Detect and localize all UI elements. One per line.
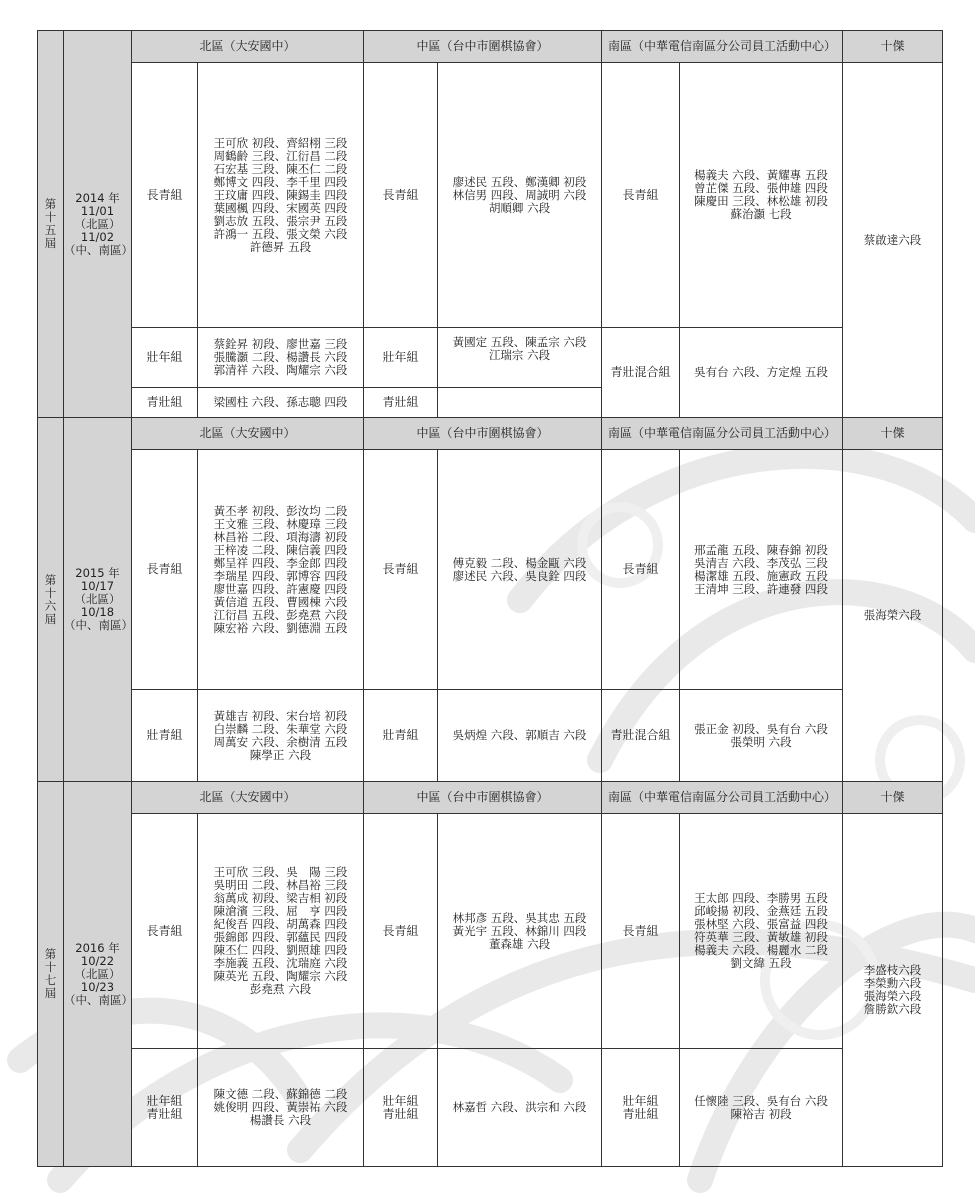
ten-jie-results-table xyxy=(37,30,943,1167)
south-header: 南區（中華電信南區分公司員工活動中心） xyxy=(602,418,843,450)
ten-jie-header: 十傑 xyxy=(843,782,943,814)
south-players: 王太郎 四段、李勝男 五段 邱峻揚 初段、金燕廷 五段 張林堅 六段、張富益 四段 符英華 三段、黃敏雄 初段 楊義夫 六段、楊麗水 二段 劉文緯 五段 xyxy=(680,814,843,1049)
north-players: 王可欣 初段、齊紹栩 三段 周鶴齡 三段、江衍昌 二段 石宏基 三段、陳丕仁 二段 鄭博文 四段、李千里 四段 王玟庸 四段、陳錫圭 四段 葉國楓 四段、宋國英 四段 劉志放 五段、張宗尹 五段 許鴻一 五段、張文榮 六段 許德昇 五段 xyxy=(198,63,364,328)
session-date: 2014 年 11/01 （北區） 11/02 （中、南區） xyxy=(64,31,132,418)
south-header: 南區（中華電信南區分公司員工活動中心） xyxy=(602,31,843,63)
ten-jie-winners: 蔡啟達六段 xyxy=(843,63,943,418)
ten-jie-winners: 李盛枝六段 李榮勳六段 張海榮六段 詹勝欽六段 xyxy=(843,814,943,1167)
north-players: 陳文德 二段、蘇錦德 二段 姚俊明 四段、黃崇祐 六段 楊讚長 六段 xyxy=(198,1049,364,1167)
south-players: 張正金 初段、吳有台 六段 張榮明 六段 xyxy=(680,690,843,782)
central-players: 吳炳煌 六段、郭順吉 六段 xyxy=(438,690,602,782)
ten-jie-header: 十傑 xyxy=(843,31,943,63)
south-players: 任懷陸 三段、吳有台 六段 陳裕吉 初段 xyxy=(680,1049,843,1167)
north-category: 壯年組 青壯組 xyxy=(132,1049,198,1167)
north-header: 北區（大安國中） xyxy=(132,418,364,450)
central-players: 傅克毅 二段、楊金甌 六段 廖述民 六段、吳良銓 四段 xyxy=(438,450,602,690)
central-header: 中區（台中市圍棋協會） xyxy=(364,418,602,450)
south-players: 吳有台 六段、方定煌 五段 xyxy=(680,328,843,418)
north-category: 壯青組 xyxy=(132,690,198,782)
central-header: 中區（台中市圍棋協會） xyxy=(364,31,602,63)
north-players: 黃雄吉 初段、宋台培 初段 白崇麟 二段、朱華堂 六段 周萬安 六段、余樹清 五段 陳學正 六段 xyxy=(198,690,364,782)
session-label: 第 十 五 屆 xyxy=(38,31,64,418)
south-category: 壯年組 青壯組 xyxy=(602,1049,680,1167)
south-players: 楊義夫 六段、黃耀專 五段 曾芷傑 五段、張伸雄 四段 陳慶田 三段、林松雄 初段 蘇治灝 七段 xyxy=(680,63,843,328)
north-header: 北區（大安國中） xyxy=(132,782,364,814)
south-category: 長青組 xyxy=(602,63,680,328)
central-players xyxy=(438,388,602,418)
south-category: 青壯混合組 xyxy=(602,690,680,782)
north-players: 王可欣 三段、吳 陽 三段 吳明田 二段、林昌裕 三段 翁萬成 初段、梁吉相 初段 陳滄濱 三段、屈 亨 四段 紀俊吾 四段、胡萬森 四段 張錦郎 四段、郭蘊民 四段 陳丕仁 四段、劉照雄 四段 李施義 五段、沈瑞庭 六段 陳英光 五段、陶耀宗 六段 彭堯焄 六段 xyxy=(198,814,364,1049)
central-players: 廖述民 五段、鄭漢卿 初段 林信男 四段、周誠明 六段 胡順卿 六段 xyxy=(438,63,602,328)
session-label: 第 十 六 屆 xyxy=(38,418,64,782)
north-category: 青壯組 xyxy=(132,388,198,418)
session-label: 第 十 七 屆 xyxy=(38,782,64,1167)
south-category: 長青組 xyxy=(602,814,680,1049)
ten-jie-winners: 張海榮六段 xyxy=(843,450,943,782)
session-date: 2016 年 10/22 （北區） 10/23 （中、南區） xyxy=(64,782,132,1167)
south-players: 邢孟龍 五段、陳春錦 初段 吳清吉 六段、李茂弘 三段 楊潔雄 五段、施憲政 五段 王清坤 三段、許連發 四段 xyxy=(680,450,843,690)
central-category: 青壯組 xyxy=(364,388,438,418)
session-date: 2015 年 10/17 （北區） 10/18 （中、南區） xyxy=(64,418,132,782)
north-category: 長青組 xyxy=(132,450,198,690)
central-category: 長青組 xyxy=(364,63,438,328)
central-category: 長青組 xyxy=(364,450,438,690)
north-header: 北區（大安國中） xyxy=(132,31,364,63)
north-players: 梁國柱 六段、孫志聰 四段 xyxy=(198,388,364,418)
south-header: 南區（中華電信南區分公司員工活動中心） xyxy=(602,782,843,814)
central-category: 壯年組 青壯組 xyxy=(364,1049,438,1167)
north-players: 黃丕孝 初段、彭汝均 二段 王文雅 三段、林慶璋 三段 林昌裕 二段、項海濤 初段 王梓凌 二段、陳信義 四段 鄭呈祥 四段、李金郎 四段 李瑞星 四段、郭博容 四段 廖世嘉 四段、許憲慶 四段 黃信道 五段、曹國棟 六段 江衍昌 五段、彭堯焄 六段 陳宏裕 六段、劉德淵 五段 xyxy=(198,450,364,690)
central-players: 黃國定 五段、陳孟宗 六段 江瑞宗 六段 xyxy=(438,328,602,388)
north-category: 長青組 xyxy=(132,814,198,1049)
north-category: 壯年組 xyxy=(132,328,198,388)
central-players: 林邦彥 五段、吳其忠 五段 黃光宇 五段、林錦川 四段 董森雄 六段 xyxy=(438,814,602,1049)
central-players: 林嘉哲 六段、洪宗和 六段 xyxy=(438,1049,602,1167)
south-category: 青壯混合組 xyxy=(602,328,680,418)
north-category: 長青組 xyxy=(132,63,198,328)
ten-jie-header: 十傑 xyxy=(843,418,943,450)
central-category: 壯青組 xyxy=(364,690,438,782)
central-header: 中區（台中市圍棋協會） xyxy=(364,782,602,814)
central-category: 壯年組 xyxy=(364,328,438,388)
north-players: 蔡銓昇 初段、廖世嘉 三段 張騰灝 二段、楊讚長 六段 郭清祥 六段、陶耀宗 六段 xyxy=(198,328,364,388)
south-category: 長青組 xyxy=(602,450,680,690)
central-category: 長青組 xyxy=(364,814,438,1049)
